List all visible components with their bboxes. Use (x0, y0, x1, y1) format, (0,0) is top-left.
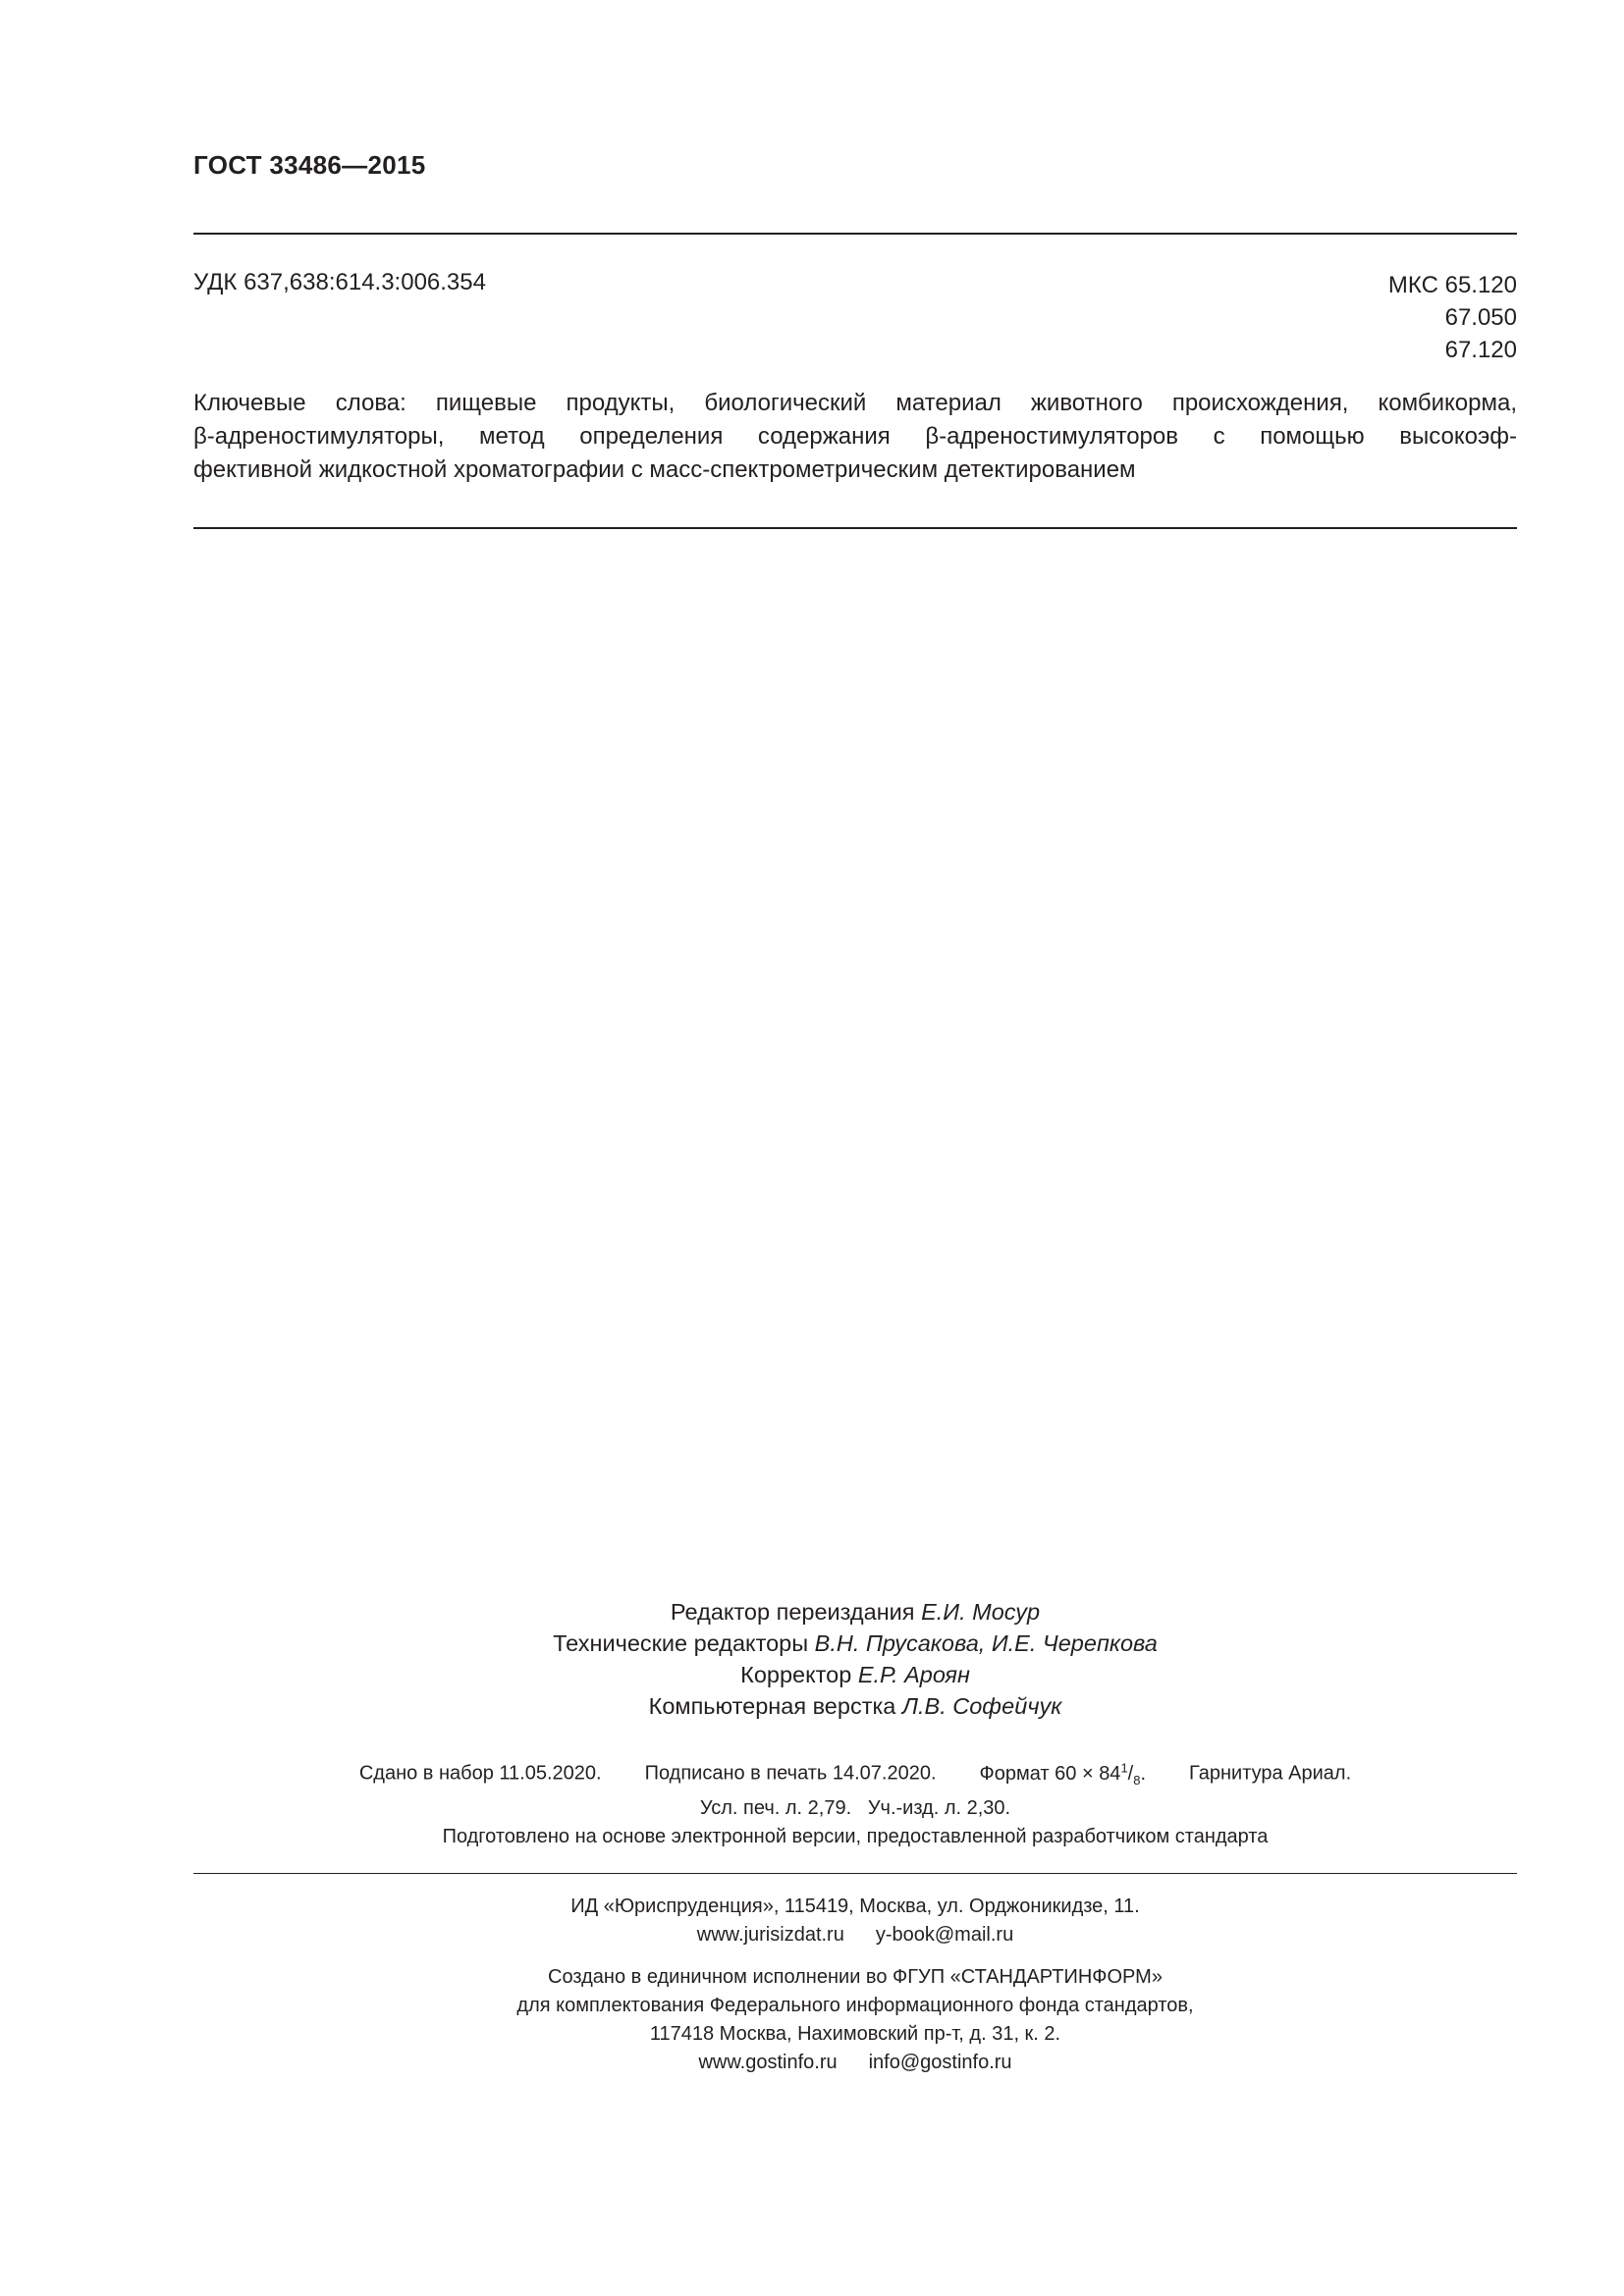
format-info (979, 1760, 1147, 1788)
print-info-line-2 (193, 1794, 1517, 1823)
layout-line (193, 1690, 1517, 1722)
layout-name: Л.В. Софейчук (901, 1693, 1062, 1719)
keywords-line-1: Ключевые слова: пищевые продукты, биологический материал животного происхождения, комбикорма, (193, 390, 1517, 416)
tech-editors-label: Технические редакторы (553, 1630, 809, 1656)
created-line-2: для комплектования Федерального информационного фонда стандартов, (516, 1995, 1194, 2016)
publisher-address: ИД «Юриспруденция», 115419, Москва, ул. Орджоникидзе, 11. (570, 1896, 1140, 1917)
keywords-paragraph (193, 387, 1517, 487)
keywords-divider (193, 527, 1517, 529)
signed-date: Подписано в печать 14.07.2020. (644, 1762, 937, 1785)
print-info-line-1 (193, 1753, 1517, 1794)
created-site: www.gostinfo.ru (698, 2052, 838, 2073)
format-prefix: Формат 60 × 84 (979, 1762, 1121, 1785)
editor-label: Редактор переиздания (670, 1599, 915, 1625)
publisher-site: www.jurisizdat.ru (696, 1924, 844, 1946)
editor-line (193, 1596, 1517, 1628)
layout-label: Компьютерная верстка (648, 1693, 896, 1719)
bottom-divider (193, 1873, 1517, 1874)
document-code: ГОСТ 33486—2015 (193, 150, 426, 180)
publisher-contacts (193, 1921, 1517, 1949)
corrector-line (193, 1659, 1517, 1690)
editor-name: Е.И. Мосур (921, 1599, 1041, 1625)
mks-code-2: 67.050 (1444, 304, 1517, 331)
format-sup: 1 (1120, 1760, 1128, 1775)
format-end: . (1140, 1762, 1147, 1785)
keywords-line-3: фективной жидкостной хроматографии с масс-спектрометрическим детектированием (193, 456, 1136, 483)
created-line-1: Создано в единичном исполнении во ФГУП «СТАНДАРТИНФОРМ» (548, 1966, 1163, 1988)
mks-code-3: 67.120 (1444, 337, 1517, 363)
tech-editors-names: В.Н. Прусакова, И.Е. Черепкова (814, 1630, 1158, 1656)
mks-codes (1388, 269, 1517, 366)
corrector-label: Корректор (740, 1662, 852, 1687)
created-line-3: 117418 Москва, Нахимовский пр-т, д. 31, к. 2. (649, 2023, 1061, 2045)
keywords-line-2: β-адреностимуляторы, метод определения содержания β-адреностимуляторов с помощью высокоэф- (193, 423, 1517, 450)
tech-editors-line (193, 1628, 1517, 1659)
printed-sheets: Усл. печ. л. 2,79. (699, 1796, 852, 1819)
udk-code: УДК 637,638:614.3:006.354 (193, 269, 486, 295)
created-block (193, 1963, 1517, 2077)
publisher-email: y-book@mail.ru (875, 1924, 1014, 1946)
format-sub: 8 (1133, 1772, 1141, 1788)
publishing-sheets: Уч.-изд. л. 2,30. (867, 1796, 1011, 1819)
typeface: Гарнитура Ариал. (1189, 1762, 1352, 1785)
created-contacts (193, 2049, 1517, 2077)
top-divider (193, 233, 1517, 235)
print-info (193, 1753, 1517, 1823)
prepared-note: Подготовлено на основе электронной версии, предоставленной разработчиком стандарта (442, 1826, 1269, 1847)
mks-code-1: МКС 65.120 (1387, 272, 1517, 298)
corrector-name: Е.Р. Ароян (857, 1662, 970, 1687)
publisher-block (193, 1893, 1517, 1949)
submitted-date: Сдано в набор 11.05.2020. (358, 1762, 602, 1785)
created-email: info@gostinfo.ru (868, 2052, 1012, 2073)
credits-block (193, 1596, 1517, 1722)
format-slash: / (1127, 1762, 1134, 1785)
